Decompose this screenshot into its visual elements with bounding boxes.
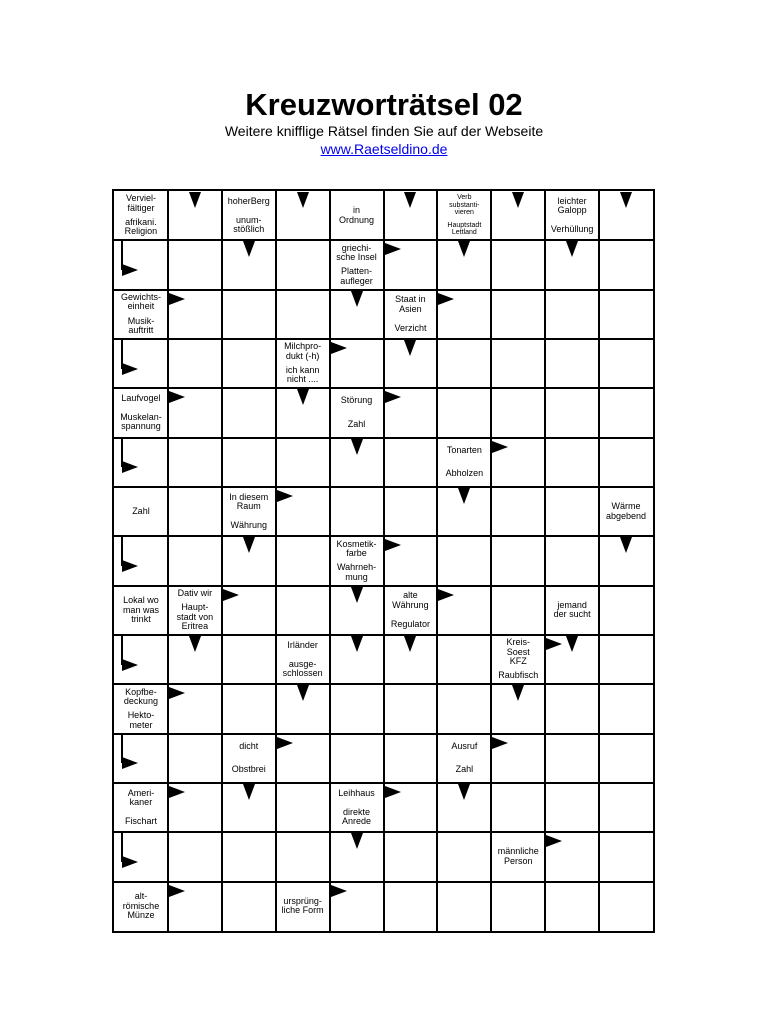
answer-cell[interactable] [491, 388, 545, 437]
clue-cell [546, 192, 598, 239]
clue-cell [331, 192, 383, 239]
answer-cell[interactable] [599, 290, 653, 339]
answer-cell[interactable] [222, 339, 276, 388]
arrow-right-icon [546, 835, 562, 847]
arrow-down-icon [566, 636, 578, 652]
clue-text: ursprüng- liche Form [281, 895, 324, 916]
arrow-right-icon [385, 786, 401, 798]
arrow-down-icon [297, 685, 309, 701]
answer-cell[interactable] [168, 339, 222, 388]
arrow-corner-icon [114, 339, 168, 388]
clue-text: Fischart [124, 816, 157, 827]
arrow-down-icon [243, 241, 255, 257]
arrow-corner-icon [114, 536, 168, 585]
clue-cell [331, 389, 383, 436]
clue-text: in Ordnung [339, 205, 375, 225]
answer-cell[interactable] [384, 684, 438, 733]
arrow-down-icon [458, 784, 470, 800]
arrow-corner-icon [114, 240, 168, 289]
clue-cell [546, 587, 598, 634]
clue-text: Verb substanti- vieren [449, 194, 480, 217]
clue-cell [277, 636, 329, 683]
clue-text: ich kann nicht .... [285, 364, 320, 385]
answer-cell[interactable] [330, 734, 384, 783]
clue-cell [277, 883, 329, 930]
answer-cell[interactable] [168, 832, 222, 881]
arrow-right-icon [331, 885, 347, 897]
clue-text: alt- römische Münze [122, 891, 160, 921]
clue-text: Laufvogel [121, 393, 161, 404]
arrow-down-icon [297, 192, 309, 208]
crossword-grid [112, 189, 655, 933]
clue-text: Zahl [132, 505, 150, 516]
clue-text: Störung [340, 395, 373, 406]
answer-cell[interactable] [491, 586, 545, 635]
clue-cell [438, 439, 490, 486]
answer-cell[interactable] [276, 586, 330, 635]
clue-cell [223, 488, 275, 535]
arrow-corner-icon [114, 734, 168, 783]
clue-text: Währung [230, 520, 267, 531]
arrow-right-icon [169, 391, 185, 403]
answer-cell[interactable] [168, 240, 222, 289]
answer-cell[interactable] [437, 339, 491, 388]
clue-text: Hekto- meter [127, 710, 155, 730]
answer-cell[interactable] [276, 240, 330, 289]
arrow-down-icon [351, 439, 363, 455]
clue-cell [223, 192, 275, 239]
answer-cell[interactable] [491, 290, 545, 339]
clue-text: Hauptstadt Lettland [447, 221, 482, 237]
clue-text: Haupt- stadt von Eritrea [176, 602, 214, 632]
clue-cell [385, 587, 437, 634]
arrow-right-icon [546, 638, 562, 650]
clue-text: Dativ wir [177, 587, 213, 598]
clue-cell [169, 587, 221, 634]
answer-cell[interactable] [330, 684, 384, 733]
arrow-right-icon [385, 391, 401, 403]
answer-cell[interactable] [384, 832, 438, 881]
answer-cell[interactable] [491, 487, 545, 536]
clue-text: unum- stößlich [233, 214, 265, 235]
answer-cell[interactable] [599, 635, 653, 684]
clue-text: Zahl [455, 764, 474, 775]
clue-text: Wärme abgebend [606, 501, 647, 521]
clue-cell [438, 735, 490, 782]
arrow-down-icon [620, 192, 632, 208]
answer-cell[interactable] [168, 438, 222, 487]
clue-cell [600, 488, 652, 535]
arrow-right-icon [438, 589, 454, 601]
answer-cell[interactable] [545, 882, 599, 931]
clue-text: Leihhaus [338, 787, 375, 798]
clue-text: hoherBerg [227, 195, 270, 206]
answer-cell[interactable] [222, 882, 276, 931]
answer-cell[interactable] [276, 832, 330, 881]
clue-cell [115, 587, 167, 634]
arrow-down-icon [243, 784, 255, 800]
clue-text: leichter Galopp [557, 195, 587, 216]
answer-cell[interactable] [168, 734, 222, 783]
arrow-right-icon [169, 293, 185, 305]
clue-cell [115, 883, 167, 930]
arrow-down-icon [620, 537, 632, 553]
answer-cell[interactable] [599, 684, 653, 733]
arrow-down-icon [512, 192, 524, 208]
answer-cell[interactable] [545, 734, 599, 783]
clue-cell [115, 685, 167, 732]
clue-text: Zahl [347, 419, 366, 430]
clue-cell [277, 340, 329, 387]
answer-cell[interactable] [545, 339, 599, 388]
arrow-down-icon [243, 537, 255, 553]
clue-text: Staat in Asien [395, 294, 426, 314]
arrow-right-icon [277, 737, 293, 749]
arrow-down-icon [189, 192, 201, 208]
answer-cell[interactable] [491, 339, 545, 388]
answer-cell[interactable] [384, 438, 438, 487]
arrow-right-icon [331, 342, 347, 354]
answer-cell[interactable] [599, 586, 653, 635]
arrow-right-icon [492, 441, 508, 453]
answer-cell[interactable] [491, 882, 545, 931]
answer-cell[interactable] [599, 832, 653, 881]
answer-cell[interactable] [545, 487, 599, 536]
clue-text: Wahrneh- mung [336, 562, 377, 582]
answer-cell[interactable] [168, 487, 222, 536]
clue-text: afrikani. Religion [124, 216, 158, 237]
clue-cell [115, 291, 167, 338]
clue-text: Verhüllung [550, 224, 594, 235]
clue-text: Verzicht [394, 322, 427, 333]
answer-cell[interactable] [437, 882, 491, 931]
arrow-down-icon [566, 241, 578, 257]
arrow-right-icon [169, 786, 185, 798]
answer-cell[interactable] [384, 487, 438, 536]
arrow-down-icon [458, 241, 470, 257]
answer-cell[interactable] [599, 339, 653, 388]
clue-cell [385, 291, 437, 338]
arrow-corner-icon [114, 635, 168, 684]
arrow-right-icon [492, 737, 508, 749]
clue-text: Kreis- Soest KFZ [506, 637, 530, 667]
answer-cell[interactable] [545, 388, 599, 437]
clue-cell [115, 784, 167, 831]
answer-cell[interactable] [276, 290, 330, 339]
answer-cell[interactable] [437, 832, 491, 881]
arrow-down-icon [458, 488, 470, 504]
answer-cell[interactable] [437, 536, 491, 585]
answer-cell[interactable] [222, 438, 276, 487]
answer-cell[interactable] [491, 240, 545, 289]
arrow-down-icon [189, 636, 201, 652]
subtitle: Weitere knifflige Rätsel finden Sie auf der Webseite [224, 123, 544, 139]
clue-text: dicht [239, 740, 259, 751]
clue-text: Kopfbe- deckung [123, 686, 158, 707]
arrow-down-icon [351, 636, 363, 652]
clue-text: Musik- auftritt [127, 315, 155, 336]
arrow-right-icon [438, 293, 454, 305]
arrow-down-icon [404, 192, 416, 208]
clue-text: Raubfisch [498, 670, 539, 681]
clue-text: Verviel- fältiger [125, 193, 156, 213]
arrow-down-icon [404, 636, 416, 652]
answer-cell[interactable] [222, 684, 276, 733]
clue-text: jemand der sucht [553, 599, 591, 620]
answer-cell[interactable] [384, 734, 438, 783]
clue-text: Platten- aufleger [340, 266, 373, 286]
arrow-down-icon [351, 291, 363, 307]
clue-text: ausge- schlossen [282, 658, 323, 679]
answer-cell[interactable] [222, 635, 276, 684]
answer-cell[interactable] [599, 388, 653, 437]
answer-cell[interactable] [384, 882, 438, 931]
page-title: Kreuzworträtsel 02 [245, 87, 523, 122]
clue-cell [115, 389, 167, 436]
clue-text: direkte Anrede [342, 806, 372, 827]
answer-cell[interactable] [599, 882, 653, 931]
answer-cell[interactable] [545, 438, 599, 487]
answer-cell[interactable] [599, 240, 653, 289]
answer-cell[interactable] [222, 290, 276, 339]
answer-cell[interactable] [330, 487, 384, 536]
arrow-right-icon [169, 687, 185, 699]
clue-cell [331, 537, 383, 584]
answer-cell[interactable] [545, 783, 599, 832]
clue-text: Kosmetik- farbe [336, 538, 377, 559]
clue-text: In diesem Raum [229, 491, 269, 512]
arrow-right-icon [223, 589, 239, 601]
arrow-corner-icon [114, 438, 168, 487]
arrow-right-icon [385, 539, 401, 551]
clue-text: Ameri- kaner [127, 787, 155, 808]
answer-cell[interactable] [545, 290, 599, 339]
answer-cell[interactable] [491, 783, 545, 832]
clue-text: Milchpro- dukt (-h) [284, 341, 322, 361]
clue-cell [115, 488, 167, 535]
website-link-container [0, 141, 768, 157]
clue-cell [438, 192, 490, 239]
website-link[interactable]: www.Raetseldino.de [320, 141, 448, 157]
clue-text: Lokal wo man was trinkt [122, 595, 159, 625]
arrow-down-icon [351, 833, 363, 849]
arrow-down-icon [297, 389, 309, 405]
answer-cell[interactable] [545, 684, 599, 733]
clue-text: Irländer [287, 639, 318, 650]
arrow-right-icon [169, 885, 185, 897]
answer-cell[interactable] [222, 388, 276, 437]
answer-cell[interactable] [276, 536, 330, 585]
answer-cell[interactable] [545, 536, 599, 585]
clue-text: Abholzen [445, 468, 484, 479]
clue-text: Muskelan- spannung [120, 411, 162, 432]
clue-text: Tonarten [446, 444, 482, 455]
clue-text: griechi- sche Insel [336, 242, 377, 263]
clue-cell [492, 636, 544, 683]
answer-cell[interactable] [437, 388, 491, 437]
arrow-right-icon [277, 490, 293, 502]
answer-cell[interactable] [491, 536, 545, 585]
clue-cell [115, 192, 167, 239]
arrow-right-icon [385, 243, 401, 255]
answer-cell[interactable] [599, 734, 653, 783]
answer-cell[interactable] [437, 635, 491, 684]
arrow-down-icon [512, 685, 524, 701]
answer-cell[interactable] [276, 783, 330, 832]
clue-text: Obstbrei [231, 764, 266, 775]
arrow-corner-icon [114, 832, 168, 881]
answer-cell[interactable] [222, 832, 276, 881]
arrow-down-icon [351, 587, 363, 603]
answer-cell[interactable] [168, 536, 222, 585]
answer-cell[interactable] [276, 438, 330, 487]
arrow-down-icon [404, 340, 416, 356]
clue-text: Gewichts- einheit [120, 291, 161, 312]
clue-cell [492, 833, 544, 880]
clue-text: alte Währung [392, 590, 429, 610]
answer-cell[interactable] [599, 438, 653, 487]
answer-cell[interactable] [437, 684, 491, 733]
clue-cell [331, 784, 383, 831]
clue-text: Regulator [390, 618, 430, 629]
clue-text: männliche Person [497, 846, 539, 866]
clue-text: Ausruf [451, 740, 478, 751]
clue-cell [223, 735, 275, 782]
answer-cell[interactable] [599, 783, 653, 832]
clue-cell [331, 241, 383, 288]
